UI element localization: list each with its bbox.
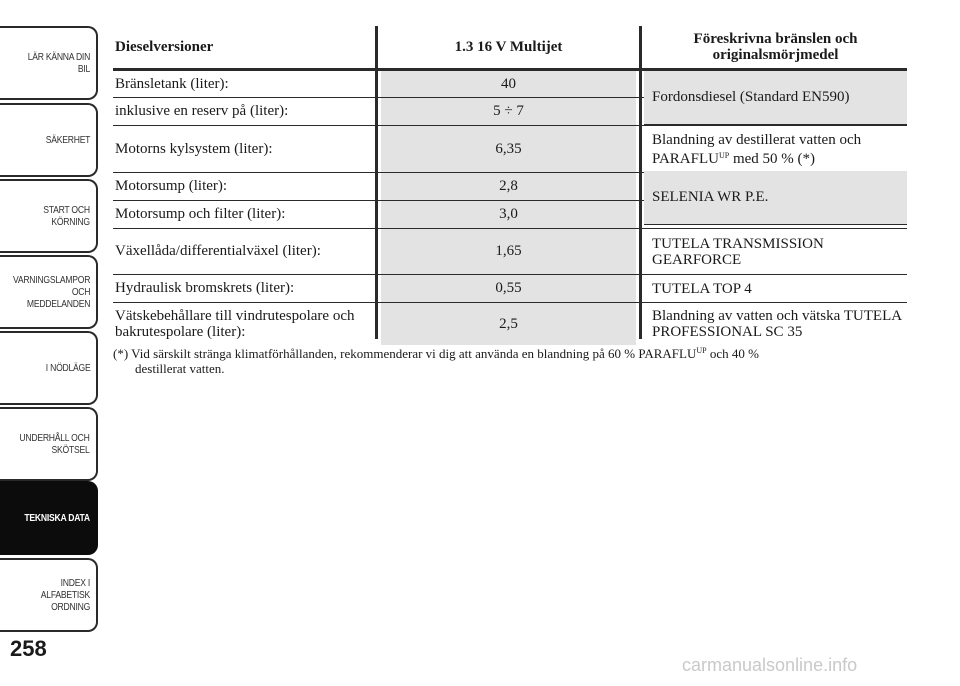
tab-varningslampor[interactable]	[0, 255, 98, 329]
coolant-sup: UP	[718, 150, 730, 160]
header-versions: Dieselversioner	[115, 38, 214, 55]
header-engine: 1.3 16 V Multijet	[454, 38, 563, 55]
tab-underhall-och-skotsel[interactable]	[0, 407, 98, 481]
table-row	[113, 303, 907, 345]
row-value: 2,8	[381, 173, 636, 200]
row-label: Motorns kylsystem (liter):	[115, 140, 273, 157]
row-label: Vätskebehållare till vindrutespolare och bakrutespolare (liter):	[115, 308, 355, 340]
tab-tekniska-data[interactable]	[0, 481, 98, 555]
row-value: 6,35	[381, 126, 636, 172]
row-label: Bränsletank (liter):	[115, 75, 229, 92]
row-value: 1,65	[381, 229, 636, 274]
header-products: Föreskrivna bränslen och originalsmörjmedel	[693, 31, 858, 63]
row-label: Motorsump (liter):	[115, 178, 228, 194]
tab-label: I NÖDLÄGE	[45, 362, 90, 374]
row-value: 40	[381, 71, 636, 97]
tab-label: INDEX I ALFABETISK ORDNING	[40, 577, 90, 613]
footnote-text-post: och 40 %	[706, 346, 759, 361]
footnote	[113, 343, 913, 376]
washer-product: Blandning av vatten och vätska TUTELA PROFESSIONAL SC 35	[652, 308, 902, 340]
tab-label: LÄR KÄNNA DIN BIL	[27, 51, 90, 75]
row-label: Växellåda/differentialväxel (liter):	[115, 243, 321, 259]
footnote-text: (*) Vid särskilt stränga klimatförhållanden, rekommenderar vi dig att använda en blandning på 60 % PARAFLU	[113, 346, 697, 361]
footnote-sup: UP	[696, 346, 707, 355]
table-row	[113, 275, 907, 303]
table-row	[113, 126, 907, 173]
fuel-product: Fordonsdiesel (Standard EN590)	[644, 71, 907, 125]
row-label: inklusive en reserv på (liter):	[115, 103, 289, 119]
transmission-product: TUTELA TRANSMISSION GEARFORCE	[652, 235, 824, 268]
coolant-product	[644, 126, 907, 172]
table-row	[113, 229, 907, 275]
tab-start-och-korning[interactable]	[0, 179, 98, 253]
row-value: 0,55	[381, 275, 636, 302]
row-value: 2,5	[381, 303, 636, 345]
row-value: 5 ÷ 7	[381, 98, 636, 125]
tab-label: VARNINGSLAMPOR OCH MEDDELANDEN	[12, 274, 90, 310]
tab-index[interactable]	[0, 558, 98, 632]
tab-label: UNDERHÅLL OCH SKÖTSEL	[19, 432, 90, 456]
tab-label: START OCH KÖRNING	[43, 204, 90, 228]
row-label: Hydraulisk bromskrets (liter):	[115, 280, 295, 296]
row-label: Motorsump och filter (liter):	[115, 206, 286, 222]
table-header	[113, 26, 907, 71]
page-number: 258	[10, 636, 47, 661]
footnote-line-2: destillerat vatten.	[135, 361, 225, 376]
tab-i-nodlage[interactable]	[0, 331, 98, 405]
tab-sakerhet[interactable]	[0, 103, 98, 177]
tab-label: SÄKERHET	[45, 134, 90, 146]
coolant-text: Blandning av destillerat vatten och PARAFLU	[652, 131, 862, 167]
engine-oil-product: SELENIA WR P.E.	[644, 171, 907, 225]
watermark: carmanualsonline.info	[682, 655, 858, 675]
coolant-text-post: med 50 % (*)	[729, 150, 816, 167]
brake-product: TUTELA TOP 4	[652, 280, 752, 297]
tab-lar-kanna-din-bil[interactable]	[0, 26, 98, 100]
capacities-table	[113, 26, 907, 345]
row-value: 3,0	[381, 201, 636, 228]
tab-label: TEKNISKA DATA	[24, 512, 90, 524]
